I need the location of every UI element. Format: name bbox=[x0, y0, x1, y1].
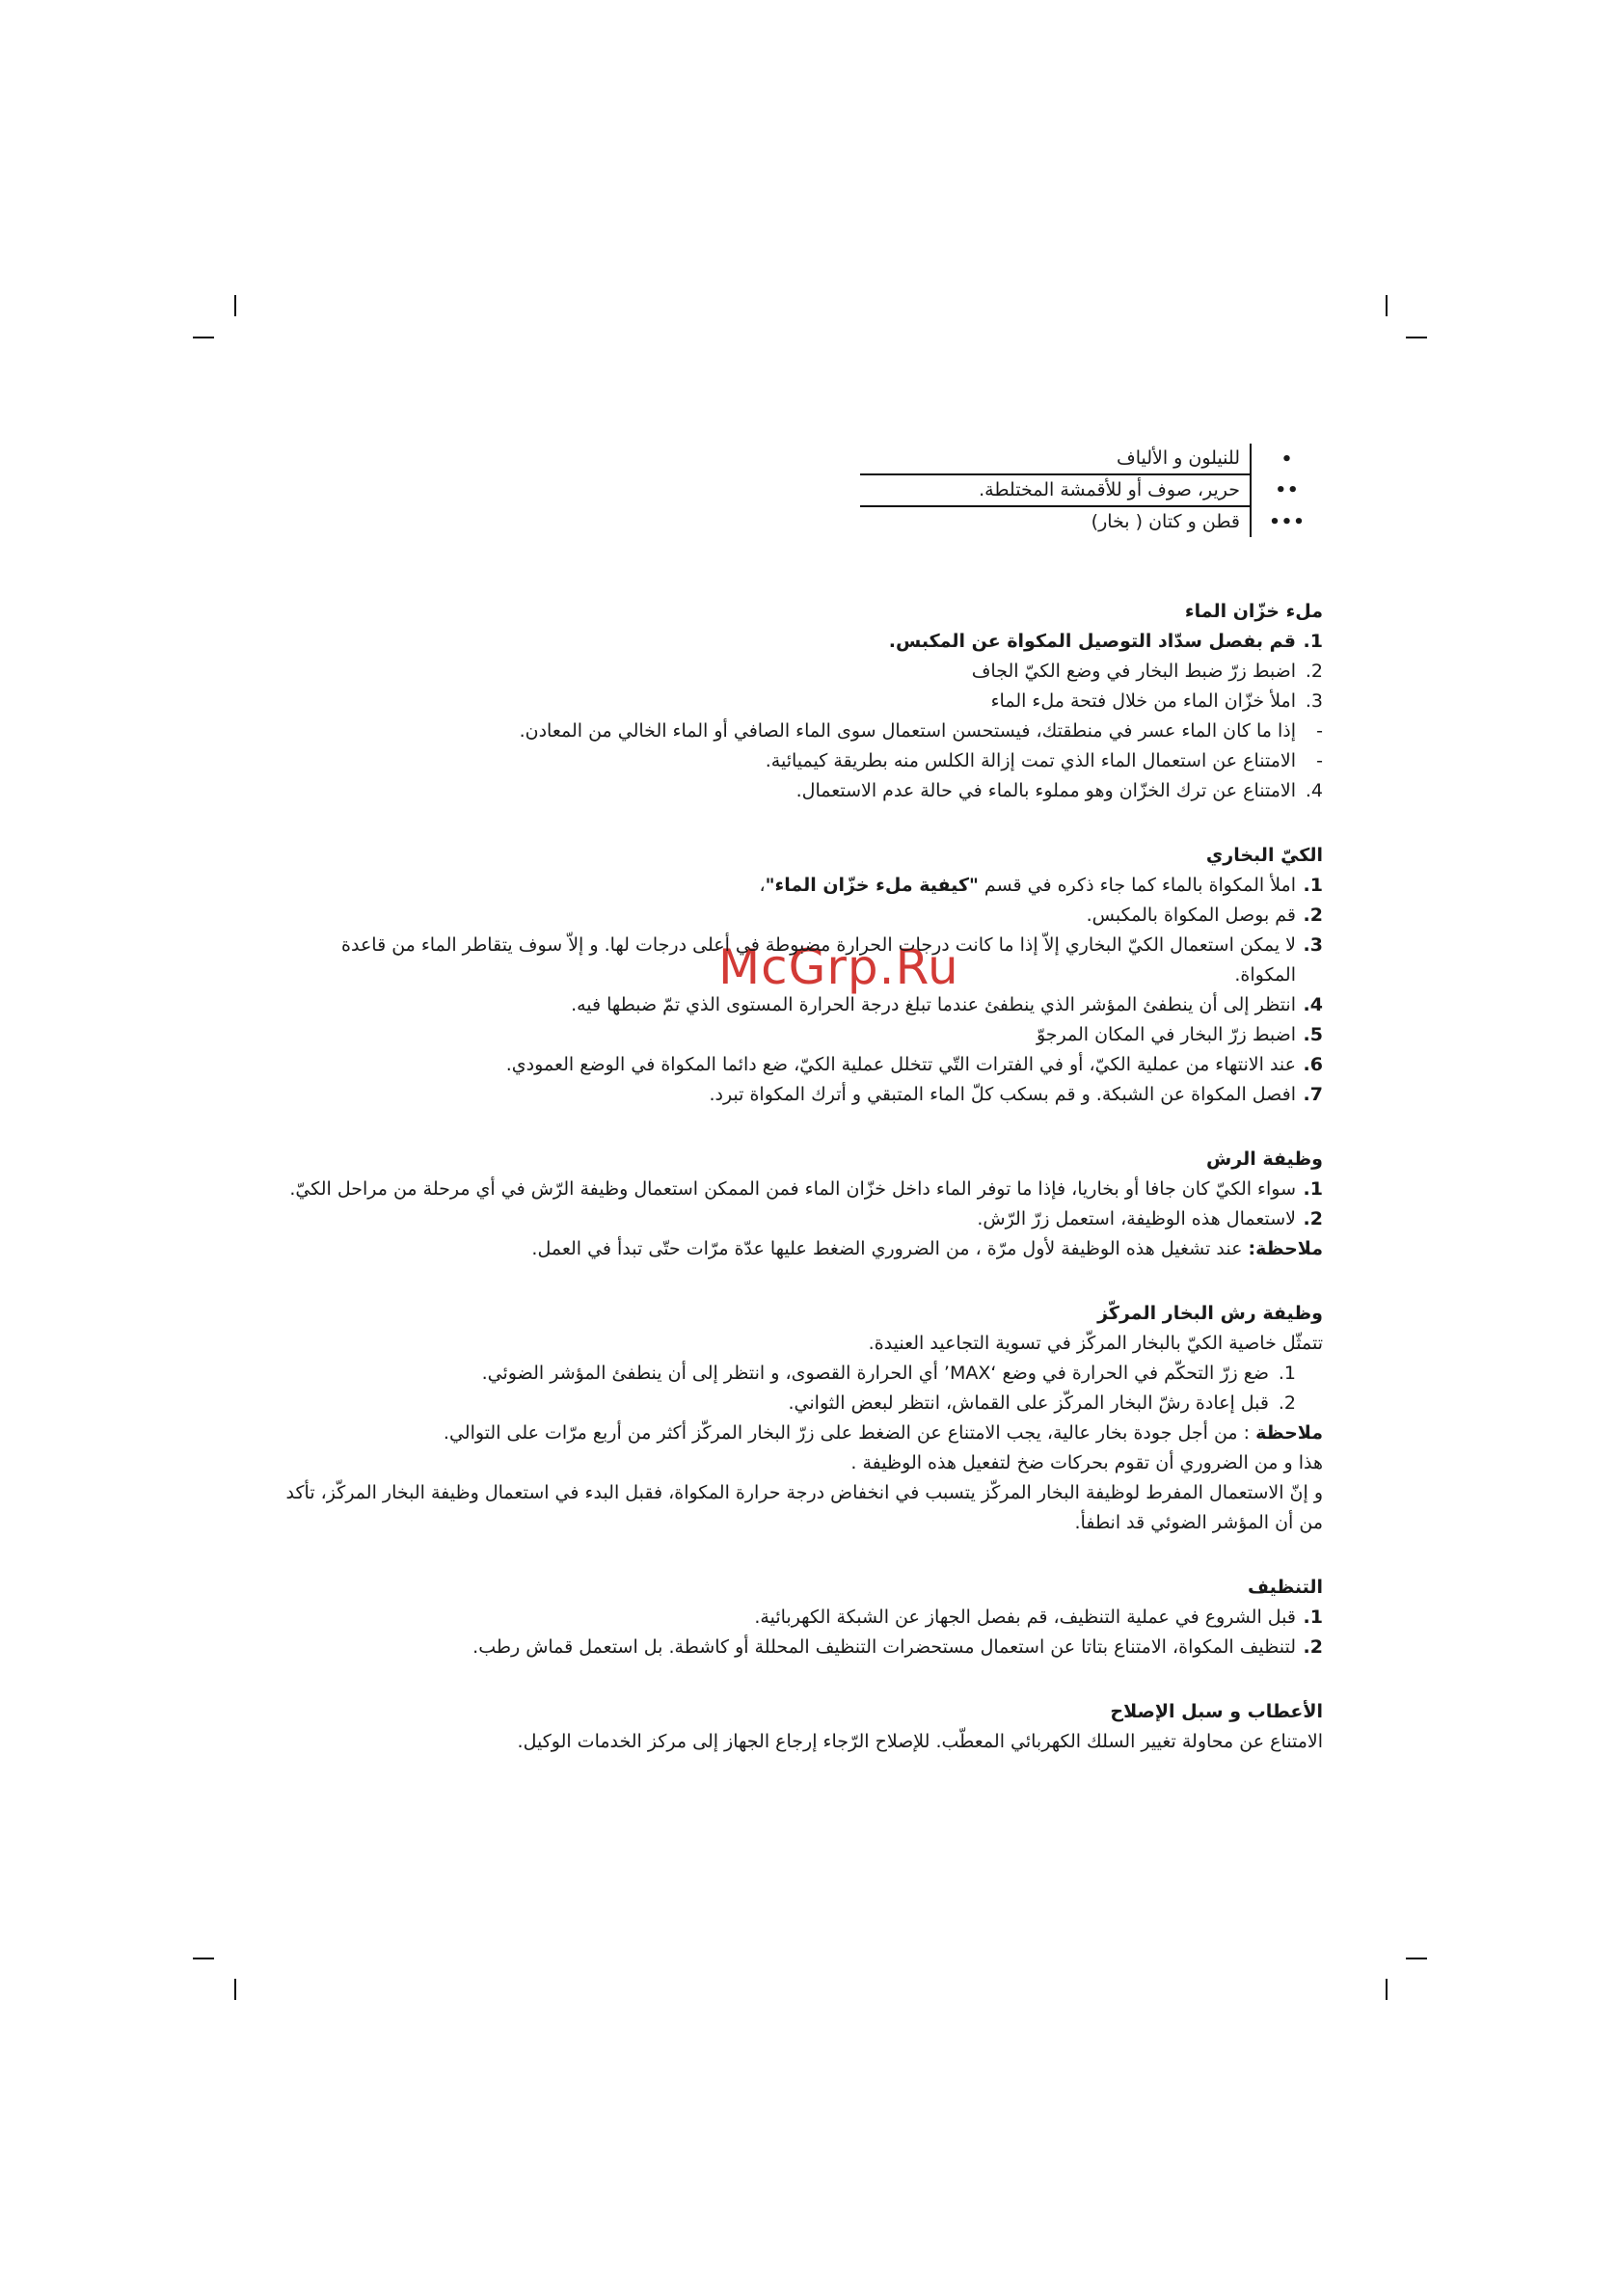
fabric-settings-table bbox=[860, 444, 1323, 537]
list-item bbox=[280, 1603, 1323, 1633]
section-intro: تتمثّل خاصية الكيّ بالبخار المركّز في تسوية التجاعيد العنيدة. bbox=[868, 1333, 1323, 1354]
fabric-row bbox=[860, 506, 1323, 537]
item-number: 1. bbox=[1303, 875, 1323, 896]
temperature-dots: ••• bbox=[1251, 506, 1323, 537]
crop-mark-bottom-left-h bbox=[193, 1958, 214, 1959]
note-label: ملاحظة bbox=[1255, 1422, 1323, 1444]
item-text: قم بفصل سدّاد التوصيل المكواة عن المكبس. bbox=[888, 631, 1296, 652]
item-number: 2. bbox=[1303, 1208, 1323, 1229]
section-burst-steam bbox=[280, 1299, 1323, 1538]
item-text: الامتناع عن استعمال الماء الذي تمت إزالة الكلس منه بطريقة كيميائية. bbox=[765, 750, 1296, 771]
item-text: ضع زرّ التحكّم في الحرارة في وضع ‘MAX’ أي الحرارة القصوى، و انتظر إلى أن ينطفئ المؤشر الضوئي. bbox=[481, 1363, 1269, 1384]
section-steam-ironing bbox=[280, 841, 1323, 1110]
item-number: 3. bbox=[1303, 934, 1323, 956]
instruction-list bbox=[280, 1359, 1323, 1418]
list-item bbox=[280, 716, 1323, 746]
list-item bbox=[280, 1633, 1323, 1662]
list-item bbox=[280, 1359, 1323, 1389]
item-number: 4. bbox=[1303, 994, 1323, 1015]
section-cleaning bbox=[280, 1573, 1323, 1662]
list-item bbox=[280, 990, 1323, 1020]
instruction-list bbox=[280, 1603, 1323, 1662]
list-item bbox=[280, 687, 1323, 716]
list-item bbox=[280, 871, 1323, 901]
fabric-row bbox=[860, 444, 1323, 474]
list-item bbox=[280, 627, 1323, 657]
list-item bbox=[280, 901, 1323, 931]
item-number: 1. bbox=[1303, 631, 1323, 652]
section-heading: التنظيف bbox=[1247, 1577, 1323, 1598]
crop-mark-top-left-v bbox=[234, 295, 236, 316]
list-item bbox=[280, 776, 1323, 806]
item-number: 3. bbox=[1305, 690, 1323, 712]
note-line: و إنّ الاستعمال المفرط لوظيفة البخار المركّز يتسبب في انخفاض درجة حرارة المكواة، فقبل البدء في استعمال وظيفة البخار المركّز، تأكد من أن المؤشر الضوئي قد انطفأ. bbox=[285, 1482, 1323, 1533]
item-dash: - bbox=[1316, 750, 1323, 771]
fabric-label: للنيلون و الألياف bbox=[860, 444, 1251, 474]
item-number: 2. bbox=[1303, 1636, 1323, 1658]
list-item bbox=[280, 1020, 1323, 1050]
item-text: عند الانتهاء من عملية الكيّ، أو في الفترات التّي تتخلل عملية الكيّ، ضع دائما المكواة في الوضع العمودي. bbox=[505, 1054, 1296, 1075]
item-number: 1. bbox=[1303, 1607, 1323, 1628]
document-body bbox=[280, 444, 1323, 1792]
item-number: 5. bbox=[1303, 1024, 1323, 1045]
fabric-label: حرير، صوف أو للأقمشة المختلطة. bbox=[860, 474, 1251, 506]
item-text bbox=[280, 871, 1296, 901]
fabric-row bbox=[860, 474, 1323, 506]
item-number: 2. bbox=[1305, 661, 1323, 682]
note-text: عند تشغيل هذه الوظيفة لأول مرّة ، من الضروري الضغط عليها عدّة مرّات حتّى تبدأ في العمل. bbox=[531, 1238, 1249, 1259]
item-text: قبل الشروع في عملية التنظيف، قم بفصل الجهاز عن الشبكة الكهربائية. bbox=[754, 1607, 1296, 1628]
instruction-list bbox=[280, 871, 1323, 1110]
item-text: إذا ما كان الماء عسر في منطقتك، فيستحسن استعمال سوى الماء الصافي أو الماء الخالي من المعادن. bbox=[519, 720, 1296, 742]
item-number: 1. bbox=[1278, 1363, 1296, 1384]
item-number: 6. bbox=[1303, 1054, 1323, 1075]
item-text: اضبط زرّ ضبط البخار في وضع الكيّ الجاف bbox=[971, 661, 1296, 682]
crop-mark-bottom-left-v bbox=[234, 1979, 236, 2000]
list-item bbox=[280, 746, 1323, 776]
note bbox=[280, 1418, 1323, 1448]
section-heading: وظيفة الرش bbox=[1206, 1148, 1323, 1170]
section-heading: الكيّ البخاري bbox=[1205, 845, 1323, 866]
note-line: هذا و من الضروري أن تقوم بحركات ضخ لتفعيل هذه الوظيفة . bbox=[850, 1452, 1323, 1473]
item-text-bold: "كيفية ملء خزّان الماء" bbox=[765, 875, 979, 896]
crop-mark-bottom-right-v bbox=[1386, 1979, 1388, 2000]
temperature-dots: • bbox=[1251, 444, 1323, 474]
item-text: قبل إعادة رشّ البخار المركّز على القماش، انتظر لبعض الثواني. bbox=[788, 1392, 1269, 1414]
item-text: اضبط زرّ البخار في المكان المرجوّ bbox=[1036, 1024, 1296, 1045]
watermark: McGrp.Ru bbox=[718, 939, 959, 995]
list-item bbox=[280, 1080, 1323, 1110]
section-heading: ملء خزّان الماء bbox=[1184, 601, 1323, 622]
item-dash: - bbox=[1316, 720, 1323, 742]
item-text: قم بوصل المكواة بالمكبس. bbox=[1086, 905, 1296, 926]
item-text: سواء الكيّ كان جافا أو بخاريا، فإذا ما توفر الماء داخل خزّان الماء فمن الممكن استعمال وظيفة الرّش في أي مرحلة من مراحل الكيّ. bbox=[289, 1178, 1296, 1200]
item-text: املأ خزّان الماء من خلال فتحة ملء الماء bbox=[990, 690, 1296, 712]
list-item bbox=[280, 931, 1323, 990]
item-number: 2. bbox=[1303, 905, 1323, 926]
list-item bbox=[280, 1050, 1323, 1080]
section-spray bbox=[280, 1145, 1323, 1264]
section-heading: وظيفة رش البخار المركّز bbox=[1097, 1303, 1323, 1324]
list-item bbox=[280, 657, 1323, 687]
note-label: ملاحظة: bbox=[1248, 1238, 1323, 1259]
instruction-list bbox=[280, 1175, 1323, 1234]
crop-mark-top-left-h bbox=[193, 337, 214, 338]
item-text-part: املأ المكواة بالماء كما جاء ذكره في قسم bbox=[978, 875, 1296, 896]
fabric-label: قطن و كتان ( بخار) bbox=[1091, 511, 1240, 532]
item-number: 1. bbox=[1303, 1178, 1323, 1200]
note-text: : من أجل جودة بخار عالية، يجب الامتناع عن الضغط على زرّ البخار المركّز أكثر من أربع مرّات على التوالي. bbox=[443, 1422, 1256, 1444]
item-number: 4. bbox=[1305, 780, 1323, 801]
note bbox=[280, 1234, 1323, 1264]
section-faults bbox=[280, 1697, 1323, 1757]
crop-mark-top-right-h bbox=[1406, 337, 1427, 338]
item-text: لتنظيف المكواة، الامتناع بتاتا عن استعمال مستحضرات التنظيف المحللة أو كاشطة. بل استعمل قماش رطب. bbox=[472, 1636, 1296, 1658]
section-heading: الأعطاب و سبل الإصلاح bbox=[1110, 1701, 1323, 1722]
list-item bbox=[280, 1389, 1323, 1418]
item-text: الامتناع عن ترك الخزّان وهو مملوء بالماء في حالة عدم الاستعمال. bbox=[795, 780, 1296, 801]
item-text: انتظر إلى أن ينطفئ المؤشر الذي ينطفئ عندما تبلغ درجة الحرارة المستوى الذي تمّ ضبطها فيه. bbox=[571, 994, 1296, 1015]
item-text: افصل المكواة عن الشبكة. و قم بسكب كلّ الماء المتبقي و أترك المكواة تبرد. bbox=[709, 1084, 1296, 1105]
item-text: لاستعمال هذه الوظيفة، استعمل زرّ الرّش. bbox=[977, 1208, 1296, 1229]
list-item bbox=[280, 1175, 1323, 1204]
section-fill-tank bbox=[280, 597, 1323, 806]
temperature-dots: •• bbox=[1251, 474, 1323, 506]
item-number: 2. bbox=[1278, 1392, 1296, 1414]
item-text: لا يمكن استعمال الكيّ البخاري إلاّ إذا ما كانت درجات الحرارة مضبوطة في أعلى درجات لها. و إلاّ سوف يتقاطر الماء من قاعدة المكواة. bbox=[341, 934, 1296, 986]
item-text-part: ، bbox=[759, 875, 766, 896]
section-text: الامتناع عن محاولة تغيير السلك الكهربائي المعطّب. للإصلاح الرّجاء إرجاع الجهاز إلى مركز الخدمات الوكيل. bbox=[517, 1731, 1323, 1752]
instruction-list bbox=[280, 627, 1323, 806]
item-number: 7. bbox=[1303, 1084, 1323, 1105]
list-item bbox=[280, 1204, 1323, 1234]
crop-mark-bottom-right-h bbox=[1406, 1958, 1427, 1959]
crop-mark-top-right-v bbox=[1386, 295, 1388, 316]
